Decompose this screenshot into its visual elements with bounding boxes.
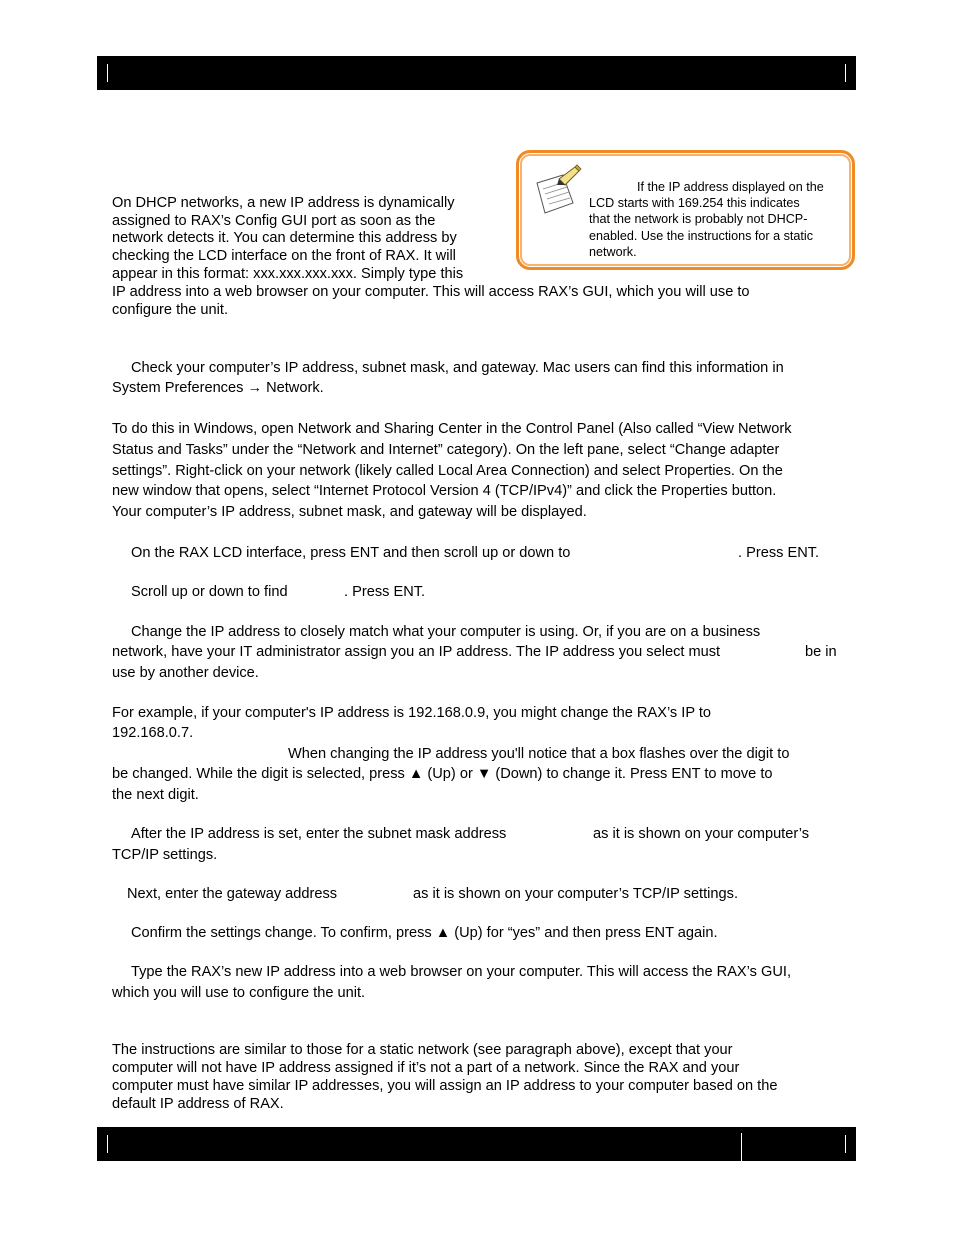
header-divider-left [107,64,108,82]
step-5-line: After the IP address is set, enter the subnet mask address [131,826,507,842]
header-bar [97,56,856,90]
windows-line: Your computer’s IP address, subnet mask, and gateway will be displayed. [112,504,587,520]
note-line: If the IP address displayed on the [637,180,824,194]
note-line: LCD starts with 169.254 this indicates [589,196,800,211]
footer-divider-left [107,1135,108,1153]
step-8-line: Type the RAX’s new IP address into a web browser on your computer. This will access the RAX’s GUI, [131,964,791,980]
step-2-text: On the RAX LCD interface, press ENT and then scroll up or down to [131,545,571,561]
step-8-line: which you will use to configure the unit. [112,985,366,1001]
step-1-line: System Preferences → Network. [112,380,324,396]
step-4-line: be in [805,644,837,660]
footer-divider-right [845,1135,846,1153]
step-4-line: Change the IP address to closely match what your computer is using. Or, if you are on a business [131,624,761,640]
step-3-suffix: . Press ENT. [344,584,426,600]
step-4-line: network, have your IT administrator assign you an IP address. The IP address you select must [112,644,721,660]
direct-line: computer must have similar IP addresses, you will assign an IP address to your computer based on the [112,1078,778,1094]
windows-line: To do this in Windows, open Network and Sharing Center in the Control Panel (Also called “View Network [112,421,792,437]
example-line: 192.168.0.7. [112,725,194,741]
note-callout [516,150,855,270]
example-line: be changed. While the digit is selected, press ▲ (Up) or ▼ (Down) to change it. Press ENT to move to [112,766,773,782]
note-line: network. [589,244,637,259]
dhcp-line: appear in this format: xxx.xxx.xxx.xxx. Simply type this [112,266,464,282]
example-line: For example, if your computer's IP address is 192.168.0.9, you might change the RAX’s IP to [112,705,712,721]
dhcp-line: On DHCP networks, a new IP address is dynamically [112,195,455,211]
step-7-line: Confirm the settings change. To confirm, press ▲ (Up) for “yes” and then press ENT again. [131,925,718,941]
direct-line: The instructions are similar to those for a static network (see paragraph above), except that your [112,1042,733,1058]
dhcp-line: assigned to RAX’s Config GUI port as soon as the [112,213,436,229]
example-line: When changing the IP address you'll notice that a box flashes over the digit to [288,746,790,762]
footer-bar [97,1127,856,1161]
dhcp-line: IP address into a web browser on your computer. This will access RAX’s GUI, which you will use to [112,284,750,300]
note-paper-pen-icon [529,163,587,221]
step-2-suffix: . Press ENT. [738,545,820,561]
step-5-line: TCP/IP settings. [112,847,218,863]
footer-divider-middle [741,1133,742,1161]
example-line: the next digit. [112,787,199,803]
step-1-line: Check your computer’s IP address, subnet mask, and gateway. Mac users can find this information in [131,360,784,376]
step-6-line: Next, enter the gateway address [127,886,338,902]
note-line: that the network is probably not DHCP- [589,212,808,227]
step-3-text: Scroll up or down to find [131,584,288,600]
note-line: enabled. Use the instructions for a static [589,228,814,243]
windows-line: new window that opens, select “Internet Protocol Version 4 (TCP/IPv4)” and click the Properties button. [112,483,777,499]
step-6-line: as it is shown on your computer’s TCP/IP settings. [413,886,738,902]
step-5-line: as it is shown on your computer’s [593,826,810,842]
windows-line: Status and Tasks” under the “Network and Internet” category). On the left pane, select “Change adapter [112,442,780,458]
dhcp-line: checking the LCD interface on the front of RAX. It will [112,248,456,264]
dhcp-line: configure the unit. [112,302,229,318]
dhcp-line: network detects it. You can determine this address by [112,230,457,246]
note-text [589,179,851,260]
direct-line: default IP address of RAX. [112,1096,284,1112]
direct-line: computer will not have IP address assigned if it’s not a part of a network. Since the RAX and your [112,1060,740,1076]
step-4-line: use by another device. [112,665,259,681]
windows-line: settings”. Right-click on your network (likely called Local Area Connection) and select Properties. On the [112,463,783,479]
header-divider-right [845,64,846,82]
